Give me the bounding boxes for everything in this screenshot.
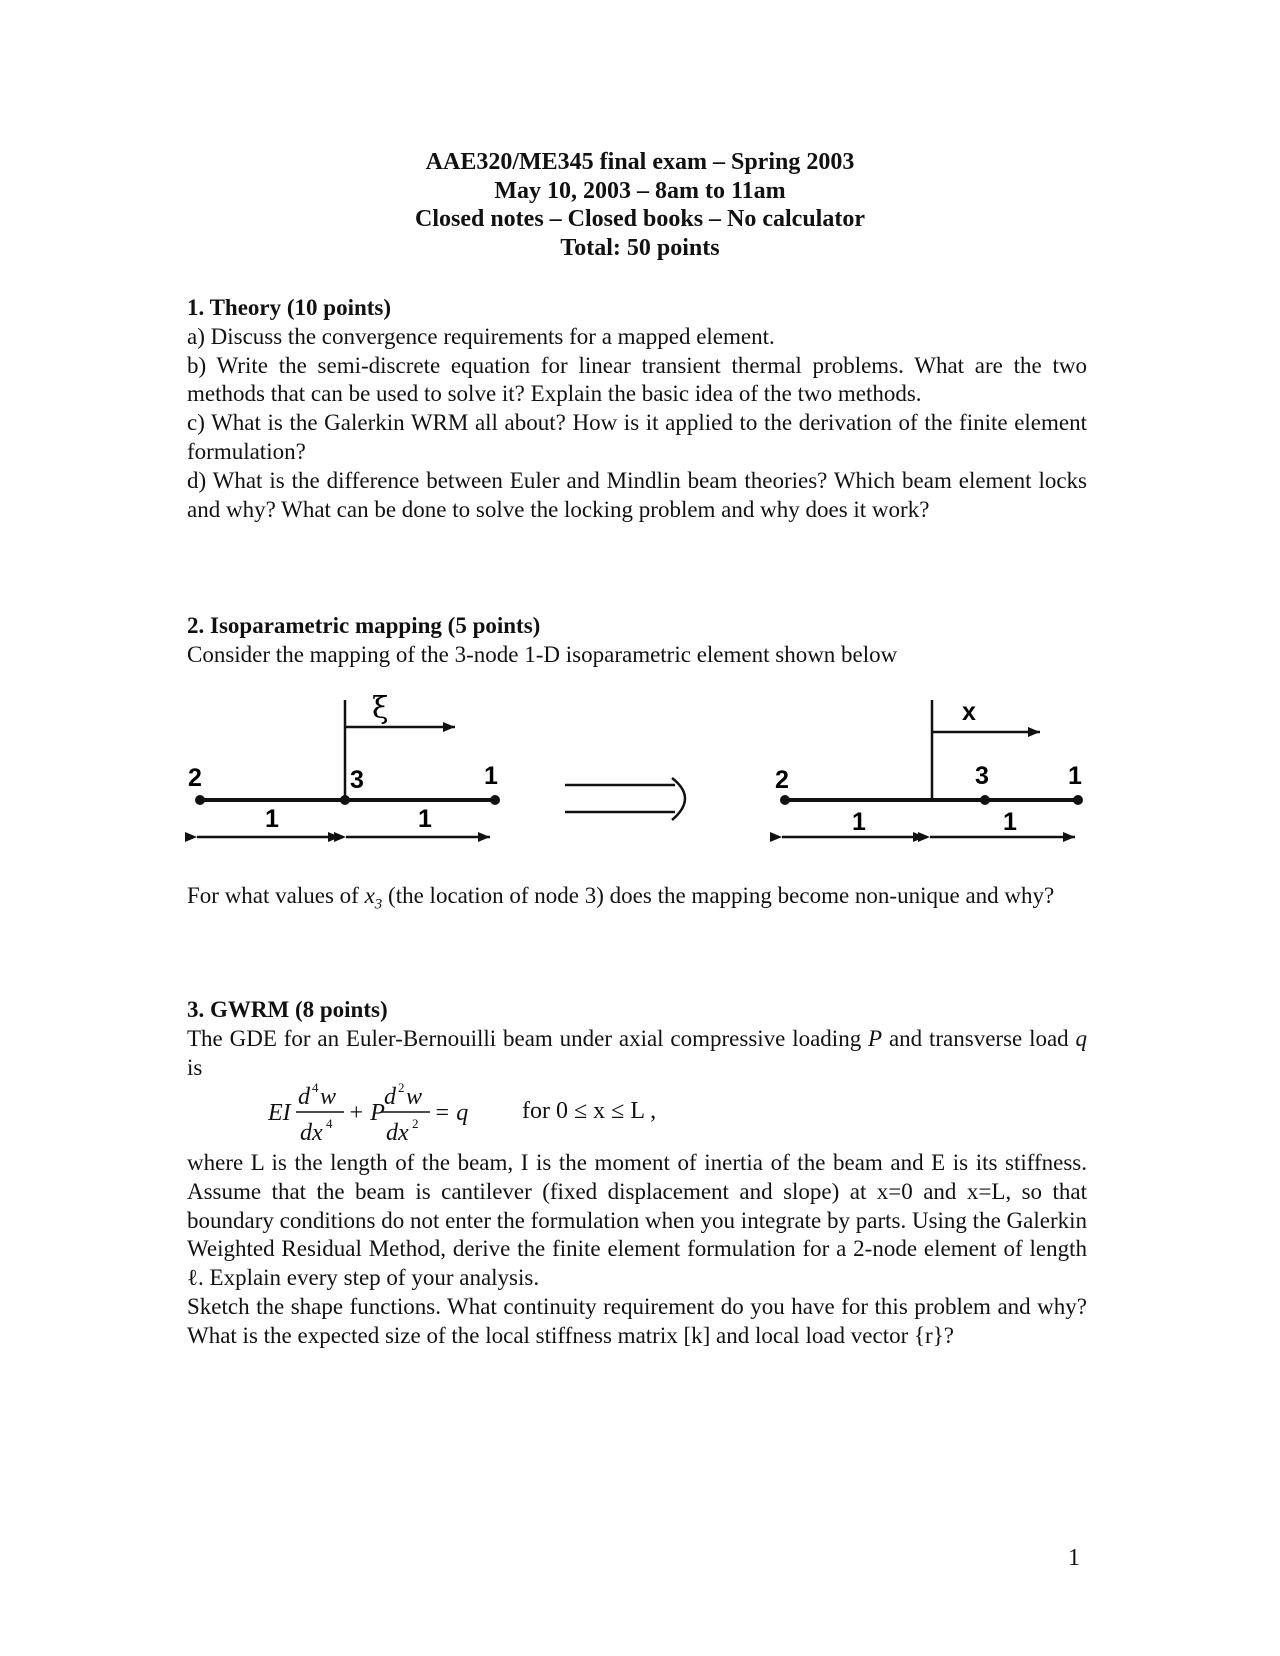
svg-text:w: w	[406, 1084, 423, 1110]
question-3-intro: The GDE for an Euler-Bernouilli beam under axial compressive loading P and transverse load q is	[187, 1025, 1088, 1080]
physical-length-right-label: 1	[1003, 808, 1017, 836]
question-1d: d) What is the difference between Euler and Mindlin beam theories? Which beam element locks and why? What can be done to solve the locking problem and why does it work?	[187, 467, 1087, 522]
question-3-text-2: Sketch the shape functions. What continuity requirement do you have for this problem and why? What is the expected size of the local stiffness matrix [k] and local load vector {r}?	[187, 1293, 1087, 1348]
parent-node-3	[340, 795, 350, 805]
question-2-heading: 2. Isoparametric mapping (5 points)	[187, 613, 541, 638]
beam-equation	[260, 1078, 760, 1148]
parent-length-left-label: 1	[265, 805, 279, 833]
physical-node-2-label: 2	[775, 766, 789, 794]
parent-node-3-label: 3	[350, 766, 364, 794]
parent-element	[188, 691, 500, 837]
question-3	[187, 996, 1087, 1082]
svg-text:dx: dx	[386, 1120, 409, 1146]
physical-node-1-label: 1	[1068, 762, 1082, 790]
parent-length-right-label: 1	[418, 805, 432, 833]
page-number: 1	[1068, 1545, 1080, 1571]
parent-node-2	[195, 795, 205, 805]
parent-node-1-label: 1	[484, 762, 498, 790]
question-1b: b) Write the semi-discrete equation for linear transient thermal problems. What are the two methods that can be used to solve it? Explain the basic idea of the two methods.	[187, 352, 1087, 407]
svg-text:for 0 ≤ x ≤ L ,: for 0 ≤ x ≤ L ,	[522, 1098, 657, 1124]
svg-text:w: w	[320, 1084, 337, 1110]
physical-length-left-label: 1	[852, 808, 866, 836]
question-1c: c) What is the Galerkin WRM all about? How is it applied to the derivation of the finite element formulation?	[187, 410, 1087, 464]
parent-node-1	[490, 795, 500, 805]
question-1-heading: 1. Theory (10 points)	[187, 295, 392, 320]
physical-node-1	[1073, 795, 1083, 805]
question-3-heading: 3. GWRM (8 points)	[187, 997, 388, 1022]
physical-node-3	[980, 795, 990, 805]
svg-text:2: 2	[412, 1116, 419, 1131]
question-1a: a) Discuss the convergence requirements for a mapped element.	[187, 323, 775, 349]
header-title: AAE320/ME345 final exam – Spring 2003	[425, 149, 855, 175]
header-rules: Closed notes – Closed books – No calculator	[414, 206, 865, 232]
svg-text:dx: dx	[300, 1120, 323, 1146]
mapping-figure	[0, 690, 1280, 870]
physical-node-3-label: 3	[975, 762, 989, 790]
question-1	[187, 294, 1087, 524]
svg-text:d: d	[298, 1084, 310, 1110]
svg-text:= q: = q	[434, 1100, 469, 1126]
svg-text:2: 2	[398, 1080, 405, 1095]
question-3-text: where L is the length of the beam, I is the moment of inertia of the beam and E is its stiffness. Assume that the beam is cantilever (fixed displacement and slope) at x=0 and x=L, so that boundary conditions do not enter the formulation when you integrate by parts. Using the Galerkin Weighted Residual Method, derive the finite element formulation for a 2-node element of length ℓ. Explain every step of your analysis.	[187, 1150, 1087, 1291]
header-total: Total: 50 points	[560, 234, 720, 261]
svg-text:4: 4	[326, 1116, 333, 1131]
question-2	[187, 612, 1087, 670]
x3-var: x	[364, 883, 375, 908]
x-axis-label: x	[962, 698, 976, 726]
question-2-intro: Consider the mapping of the 3-node 1-D isoparametric element shown below	[187, 641, 898, 667]
xi-axis-label: ξ	[372, 691, 389, 726]
svg-text:EI: EI	[268, 1100, 291, 1126]
question-2-question: For what values of $x_3$ (the location of node 3) does the mapping become non-unique and why?	[187, 883, 1055, 913]
svg-text:+ P: + P	[348, 1100, 385, 1126]
header-date: May 10, 2003 – 8am to 11am	[494, 177, 786, 204]
mapping-arrow	[565, 778, 685, 820]
parent-node-2-label: 2	[188, 764, 202, 792]
svg-text:d: d	[384, 1084, 396, 1110]
svg-text:4: 4	[312, 1080, 319, 1095]
physical-element	[775, 698, 1083, 837]
question-3-body	[187, 1149, 1087, 1351]
exam-header	[0, 148, 1280, 262]
physical-node-2	[780, 795, 790, 805]
